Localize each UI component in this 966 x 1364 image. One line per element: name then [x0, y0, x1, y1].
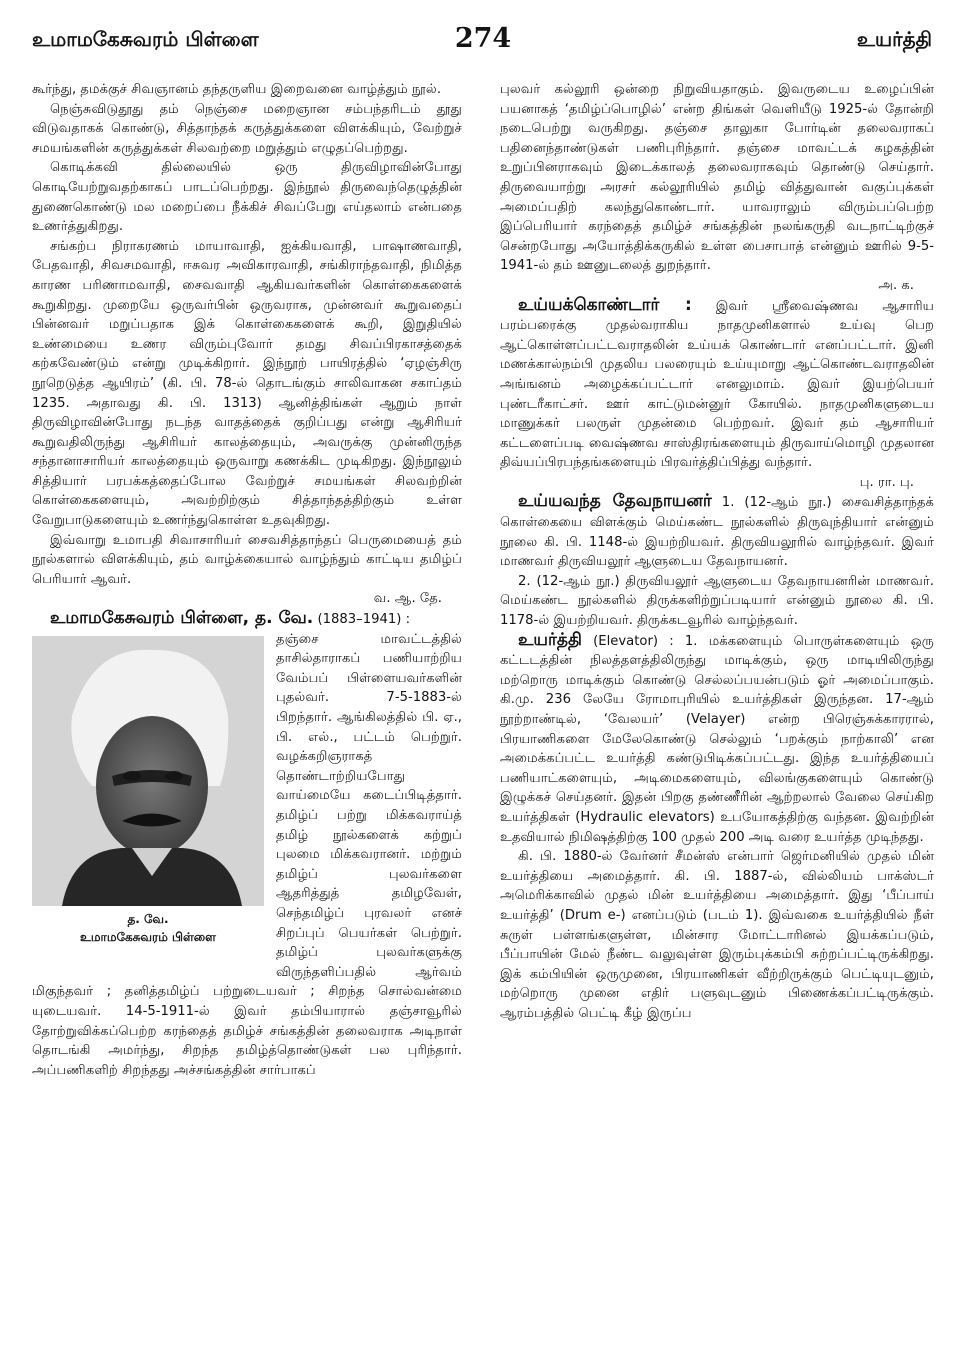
author-initials: பு. ரா. பு. — [859, 474, 914, 490]
portrait-photo — [32, 636, 264, 906]
entry-title: உமாமகேசுவரம் பிள்ளை, த. வே. — [50, 608, 314, 629]
running-head-left: உமாமகேசுவரம் பிள்ளை — [32, 27, 259, 51]
page-number: 274 — [454, 23, 512, 54]
entry-text: 1. மக்களையும் பொருள்களையும் ஒரு கட்டடத்தின் நிலத்தளத்திலிருந்து மாடிக்கும், ஒரு மாடியிலிருந்து மற்றொரு மாடிக்கும் கொண்டு செல்லப்பயன்படும் ஓர் அமைப்பாகும். கி.மு. 236 லேயே ரோமாபுரியில் உயர்த்திகள் இருந்தன. 17-ஆம் நூற்றாண்டில், ‘வேலயர்’ (Velayer) என்ற பிரெஞ்சுக்காரரால், பிரயாணிகளை மேலேகொண்டு செல்லும் ‘பறக்கும் நாற்காலி’ என அமைக்கப்பட்ட உயர்த்தி கண்டுபிடிக்கப்பட்டது. இந்த உயர்த்தியைப் பணியாட்களையும், அடிமைகளையும், விலங்குகளையும் கொண்டு இழுக்கச் செய்தனர். இதன் பிறகு தண்ணீரின் ஆற்றலால் வேலை செய்கிற உயர்த்திகள் (Hydraulic elevators) உபயோகத்திற்கு வந்தன. இவற்றின் உதவியால் நிமிஷத்திற்கு 100 முதல் 200 அடி வரை உயர்த்த முடிந்தது. — [500, 633, 934, 845]
paragraph: நெஞ்சுவிடுதூது தம் நெஞ்சை மறைஞான சம்பந்தரிடம் தூது விடுவதாகக் கொண்டு, சித்தாந்தக் கருத்துக்களை விளக்கியும், வேற்றுச் சமயங்களின் கருத்துக்கள் சிலவற்றை மறுத்தும் எழுதப்பெற்றது. — [32, 101, 462, 156]
portrait-figure — [32, 636, 264, 962]
entry-uyyakkondar — [500, 296, 934, 473]
entry-subtitle: (Elevator) : — [581, 633, 685, 649]
paragraph: புலவர் கல்லூரி ஒன்றை நிறுவியதாகும். இவருடைய உழைப்பின் பயனாகத் ‘தமிழ்ப்பொழில்’ என்ற திங்கள் வெளியீடு 1925-ல் தோன்றி நடைபெற்று வருகிறது. தஞ்சை தாலுகா போர்டின் தலைவராகப் பதினைந்தாண்டுகள் பணிபுரிந்தார். தஞ்சை மாவட்டக் கழகத்தின் உறுப்பினராகவும் இடைக்காலத் தலைவராகவும் தொண்டு செய்தார். திருவையாற்று அரசர் கல்லூரியில் தமிழ் வித்துவான் வகுப்புக்கள் அமைப்பதிற் கலந்துகொண்டார். யாவராலும் விரும்பப்பெற்ற இப்பெரியார் கரந்தைத் தமிழ்ச் சங்கத்தின் நலங்கருதி வடநாட்டிற்குச் சென்றபோது அயோத்திக்கருகில் உள்ள பைசாபாத் என்னும் ஊரில் 9-5-1941-ல் தம் ஊனுடலைத் துறந்தார். — [500, 82, 934, 274]
paragraph: தஞ்சை மாவட்டத்தில் தாசில்தாராகப் பணியாற்றிய வேம்பப் பிள்ளையவர்களின் புதல்வர். 7-5-1883-ல் பிறந்தார். ஆங்கிலத்தில் பி. ஏ., பி. எல்., பட்டம் பெற்றுர். வழக்கறிஞராகத் தொண்டாற்றியபோது வாய்மையே கடைப்பிடித்தார். தமிழ்ப் பற்று மிக்கவராய்த் தமிழ் நூல்களைக் கற்றுப் புலமை மிக்கவரானர். மற்றும் தமிழ்ப் புலவர்களை ஆதரித்துத் தமிழவேள், செந்தமிழ்ப் புரவலர் எனச் சிறப்புப் பெயர்கள் பெற்றுர். தமிழ்ப் புலவர்களுக்கு விருந்தளிப்பதில் ஆர்வம் மிகுந்தவர் ; தனித்தமிழ்ப் பற்றுடையவர் ; சிறந்த சொல்வன்மை யுடையவர். 14-5-1911-ல் இவர் தம்பியாரால் தஞ்சாவூரில் தோற்றுவிக்கப்பெற்ற கரந்தைத் தமிழ்ச் சங்கத்தின் தலைவராக அடிநாள் தொடங்கி அமர்ந்து, சிறந்த தமிழ்த்தொண்டுகள் பல புரிந்தார். அப்பணிகளிற் சிறந்தது அச்சங்கத்தின் சார்பாகப் — [32, 631, 462, 1078]
entry-subtitle: 1. (12-ஆம் நூ.) — [711, 495, 842, 511]
paragraph: கொடிக்கவி தில்லையில் ஒரு திருவிழாவின்போது கொடியேற்றுவதற்காகப் பாடப்பெற்றது. இந்நூல் திருவைந்தெழுத்தின் துணைகொண்டு மல மறைப்பை நீக்கிச் சிவப்பேறு எய்தலாம் என்பதை உணர்த்துகிறது. — [32, 160, 462, 235]
entry-umamakesuvaram-pillai — [32, 609, 462, 1080]
paragraph: கி. பி. 1880-ல் வேர்னர் சீமன்ஸ் என்பார் ஜெர்மனியில் முதல் மின் உயர்த்தியை அமைத்தார். கி. பி. 1887-ல், வில்லியம் பாக்ஸ்டர் அமெரிக்காவில் முதல் மின் உயர்த்தியை அமைத்தார். இது ‘பீப்பாய் உயர்த்தி’ (Drum e-) எனப்படும் (படம் 1). இவ்வகை உயர்த்தியில் நீள் சுருள் பள்ளங்களுள்ள, மின்சார மோட்டாரினல் இயக்கப்படும், பீப்பாயின் மேல் நீண்ட வலுவுள்ள இரும்புக்கம்பி சுற்றப்பட்டிருக்கிறது. இக் கம்பியின் ஒருமுனை, பிரயாணிகள் வீற்றிருக்கும் பெட்டியுடனும், மற்றொரு முனை எதிர் பளுவுடனும் பிணைக்கப்பட்டிருக்கும். ஆரம்பத்தில் பெட்டி கீழ் இருப்ப — [500, 849, 934, 1021]
left-column — [32, 80, 462, 1360]
running-head-right: உயர்த்தி — [856, 27, 932, 51]
author-initials: அ. க. — [878, 277, 914, 293]
paragraph: சங்கற்ப நிராகரணம் மாயாவாதி, ஐக்கியவாதி, பாஷாணவாதி, பேதவாதி, சிவசமவாதி, ஈசுவர அவிகாரவாதி, சங்கிராந்தவாதி, நிமித்த காரண பரிணாமவாதி, சைவவாதி ஆகியவர்களின் கொள்கைகளைக் கூறுகிறது. முறையே ஒருவர்பின் ஒருவராக, முன்னவர் கூறுவதைப் பின்னவர் மறுப்பதாக இக் கொள்கைகளைக் கூறி, இறுதியில் உண்மையை உணர விரும்புவோர் தமது சிவப்பிரகாசத்தைக் கற்கவேண்டும் என்று முடிக்கிறார். இந்நூற் பாயிரத்தில் ‘ஏழஞ்சிரு நூறெடுத்த ஆயிரம்’ (கி. பி. 78-ல் தொடங்கும் சாலிவாகன சகாப்தம் 1235. அதாவது கி. பி. 1313) ஆனித்திங்கள் ஆறும் நாள் திருவிழாவின்போது நடந்த வாதத்தைக் குறிப்பது என்று ஆசிரியர் கூறுவதிலிருந்து ஆசிரியர் காலத்தையும், அவருக்கு முன்னிருந்த சந்தானாசாரியர் காலத்தையும் ஒருவாறு கணக்கிட முடிகிறது. இந்நூலும் சித்தியார் பரபக்கத்தைப்போல வேற்றுச் சமயங்கள் சிலவற்றின் கொள்கைகளையும், அவற்றிற்கும் சித்தாந்தத்திற்கும் உள்ள வேறுபாடுகளையும் உணர்ந்துகொள்ள உதவுகிறது. — [32, 238, 462, 529]
entry-heading-line — [32, 609, 462, 630]
paragraph: கூர்ந்து, தமக்குச் சிவஞானம் தந்தருளிய இறைவனை வாழ்த்தும் நூல். — [32, 82, 442, 97]
entry-title: உய்யவந்த தேவநாயனர் — [518, 491, 712, 512]
entry-title: உய்யக்கொண்டார் : — [518, 294, 692, 315]
right-column — [500, 80, 934, 1360]
entry-title: உயர்த்தி — [518, 629, 582, 650]
author-initials: வ. ஆ. தே. — [373, 591, 442, 607]
photo-caption-line: த. வே. — [127, 911, 169, 926]
photo-caption-line: உமாமகேசுவரம் பிள்ளை — [80, 929, 216, 944]
photo-caption — [32, 910, 264, 946]
portrait-illustration — [32, 636, 264, 906]
entry-uyyavantha-devanayanar — [500, 492, 934, 571]
entry-text: இவர் ஸ்ரீவைஷ்ணவ ஆசாரிய பரம்பரைக்கு முதல்வராகிய நாதமுனிகளால் உய்வு பெற ஆட்கொள்ளப்பட்டவராதலின் உய்யக் கொண்டார் எனப்பட்டார். இனி மணக்கால்நம்பி முதலிய பலரையும் உய்யுமாறு ஆட்கொண்டவராதலின் அங்ஙனம் அழைக்கப்பட்டார் எனலுமாம். இவர் இயற்பெயர் புண்டரீகாட்சர். ஊர் காட்டுமன்னுர் கோயில். நாதமுனிகளுடைய மாணுக்கர் பலருள் முதன்மை பெற்றவர். இவர் தம் ஆசாரியர் கட்டளைப்படி வைஷ்ணவ சாஸ்திரங்களையும் திருவாய்மொழி முதலான திவ்யப்பிரபந்தங்களையும் பிரவர்த்திப்பித்து வந்தார். — [500, 298, 934, 471]
entry-years: (1883–1941) : — [313, 612, 411, 628]
entry-uyarthi — [500, 631, 934, 848]
paragraph: 2. (12-ஆம் நூ.) திருவியலூர் ஆளுடைய தேவநாயனரின் மாணவர். மெய்கண்ட நூல்களில் திருக்களிற்றுப்படியார் என்னும் நூலை கி. பி. 1178-ல் இயற்றியவர். திருக்கடவூரில் வாழ்ந்தவர். — [500, 573, 934, 629]
entry-text: சைவசித்தாந்தக் கொள்கையை விளக்கும் மெய்கண்ட நூல்களில் திருவுந்தியார் என்னும் நூலை கி. பி. 1148-ல் இயற்றியவர். திருவியலூரில் வாழ்ந்தவர். இவர் மாணவர் திருவியலூர் ஆளுடைய தேவநாயனர். — [500, 495, 934, 570]
paragraph: இவ்வாறு உமாபதி சிவாசாரியர் சைவசித்தாந்தப் பெருமையைத் தம் நூல்களால் விளக்கியும், தம் வாழ்க்கையால் வாழ்ந்தும் காட்டிய தமிழ்ப் பெரியார் ஆவர். — [32, 532, 462, 587]
